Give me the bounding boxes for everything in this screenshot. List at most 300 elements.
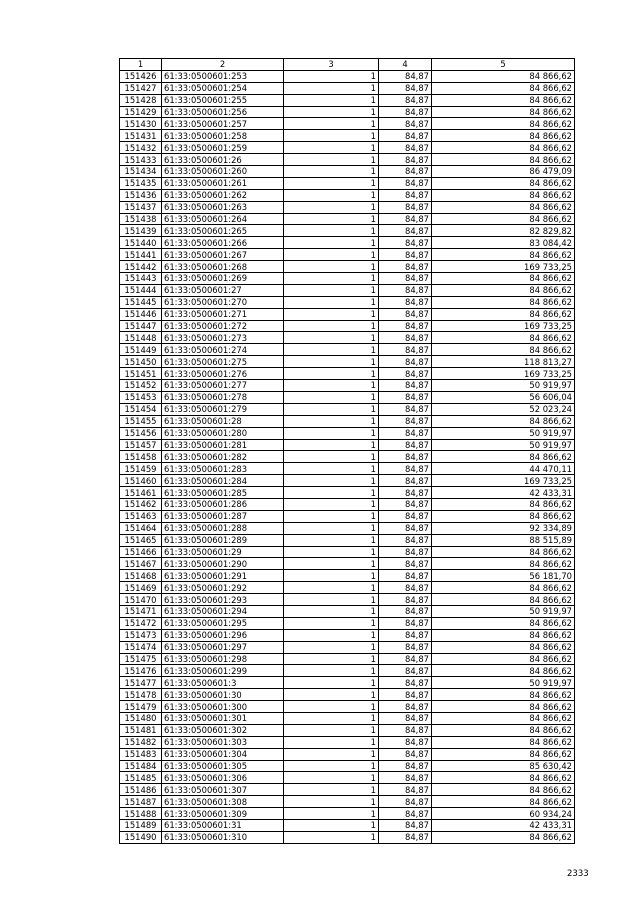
table-cell-col3: 1 bbox=[284, 546, 379, 558]
table-cell-col3: 1 bbox=[284, 534, 379, 546]
table-row bbox=[120, 296, 575, 308]
table-cell-col4: 84,87 bbox=[379, 605, 432, 617]
table-cell-col5: 44 470,11 bbox=[432, 463, 575, 475]
table-cell-col2: 61:33:0500601:271 bbox=[162, 308, 284, 320]
table-row bbox=[120, 487, 575, 499]
table-cell-col3: 1 bbox=[284, 237, 379, 249]
table-cell-col1: 151443 bbox=[120, 273, 162, 285]
table-cell-col5: 169 733,25 bbox=[432, 320, 575, 332]
table-cell-col1: 151458 bbox=[120, 451, 162, 463]
table-cell-col5: 88 515,89 bbox=[432, 534, 575, 546]
table-cell-col5: 84 866,62 bbox=[432, 332, 575, 344]
table-cell-col5: 84 866,62 bbox=[432, 665, 575, 677]
table-cell-col3: 1 bbox=[284, 570, 379, 582]
table-row bbox=[120, 154, 575, 166]
table-cell-col2: 61:33:0500601:259 bbox=[162, 142, 284, 154]
table-row bbox=[120, 356, 575, 368]
table-row bbox=[120, 451, 575, 463]
table-cell-col1: 151465 bbox=[120, 534, 162, 546]
table-cell-col1: 151464 bbox=[120, 522, 162, 534]
table-cell-col4: 84,87 bbox=[379, 439, 432, 451]
table-cell-col5: 85 630,42 bbox=[432, 760, 575, 772]
table-cell-col5: 84 866,62 bbox=[432, 130, 575, 142]
table-cell-col1: 151426 bbox=[120, 70, 162, 82]
table-cell-col4: 84,87 bbox=[379, 463, 432, 475]
table-cell-col2: 61:33:0500601:307 bbox=[162, 784, 284, 796]
table-cell-col4: 84,87 bbox=[379, 558, 432, 570]
table-row bbox=[120, 629, 575, 641]
table-cell-col3: 1 bbox=[284, 332, 379, 344]
table-cell-col3: 1 bbox=[284, 427, 379, 439]
table-row bbox=[120, 237, 575, 249]
table-cell-col5: 84 866,62 bbox=[432, 831, 575, 843]
table-row bbox=[120, 332, 575, 344]
table-cell-col5: 84 866,62 bbox=[432, 724, 575, 736]
table-cell-col4: 84,87 bbox=[379, 498, 432, 510]
table-row bbox=[120, 284, 575, 296]
table-cell-col1: 151483 bbox=[120, 748, 162, 760]
table-cell-col4: 84,87 bbox=[379, 177, 432, 189]
table-cell-col4: 84,87 bbox=[379, 808, 432, 820]
table-cell-col2: 61:33:0500601:272 bbox=[162, 320, 284, 332]
table-cell-col4: 84,87 bbox=[379, 582, 432, 594]
table-row bbox=[120, 522, 575, 534]
table-cell-col3: 1 bbox=[284, 403, 379, 415]
table-cell-col2: 61:33:0500601:265 bbox=[162, 225, 284, 237]
table-cell-col3: 1 bbox=[284, 736, 379, 748]
table-cell-col3: 1 bbox=[284, 415, 379, 427]
table-cell-col3: 1 bbox=[284, 130, 379, 142]
table-cell-col3: 1 bbox=[284, 629, 379, 641]
table-cell-col3: 1 bbox=[284, 712, 379, 724]
table-cell-col2: 61:33:0500601:310 bbox=[162, 831, 284, 843]
table-row bbox=[120, 653, 575, 665]
table-cell-col4: 84,87 bbox=[379, 189, 432, 201]
table-row bbox=[120, 213, 575, 225]
table-row bbox=[120, 594, 575, 606]
table-row bbox=[120, 380, 575, 392]
table-cell-col1: 151484 bbox=[120, 760, 162, 772]
table-cell-col4: 84,87 bbox=[379, 629, 432, 641]
table-row bbox=[120, 201, 575, 213]
table-cell-col2: 61:33:0500601:298 bbox=[162, 653, 284, 665]
table-row bbox=[120, 439, 575, 451]
table-cell-col2: 61:33:0500601:256 bbox=[162, 106, 284, 118]
table-row bbox=[120, 94, 575, 106]
table-cell-col4: 84,87 bbox=[379, 391, 432, 403]
table-cell-col2: 61:33:0500601:284 bbox=[162, 475, 284, 487]
table-cell-col4: 84,87 bbox=[379, 368, 432, 380]
table-cell-col1: 151455 bbox=[120, 415, 162, 427]
table-cell-col3: 1 bbox=[284, 82, 379, 94]
table-cell-col1: 151476 bbox=[120, 665, 162, 677]
table-cell-col4: 84,87 bbox=[379, 142, 432, 154]
table-cell-col2: 61:33:0500601:301 bbox=[162, 712, 284, 724]
table-cell-col2: 61:33:0500601:300 bbox=[162, 701, 284, 713]
table-cell-col1: 151462 bbox=[120, 498, 162, 510]
table-cell-col5: 50 919,97 bbox=[432, 427, 575, 439]
table-cell-col4: 84,87 bbox=[379, 724, 432, 736]
table-row bbox=[120, 831, 575, 843]
table-row bbox=[120, 748, 575, 760]
table-cell-col5: 84 866,62 bbox=[432, 617, 575, 629]
table-cell-col1: 151446 bbox=[120, 308, 162, 320]
table-cell-col3: 1 bbox=[284, 701, 379, 713]
table-cell-col1: 151485 bbox=[120, 772, 162, 784]
table-cell-col2: 61:33:0500601:293 bbox=[162, 594, 284, 606]
table-cell-col3: 1 bbox=[284, 498, 379, 510]
table-cell-col2: 61:33:0500601:287 bbox=[162, 510, 284, 522]
table-cell-col4: 84,87 bbox=[379, 677, 432, 689]
table-cell-col3: 1 bbox=[284, 689, 379, 701]
table-cell-col5: 84 866,62 bbox=[432, 118, 575, 130]
table-cell-col2: 61:33:0500601:275 bbox=[162, 356, 284, 368]
table-cell-col1: 151453 bbox=[120, 391, 162, 403]
table-cell-col3: 1 bbox=[284, 605, 379, 617]
table-row bbox=[120, 118, 575, 130]
table-cell-col4: 84,87 bbox=[379, 237, 432, 249]
table-cell-col2: 61:33:0500601:288 bbox=[162, 522, 284, 534]
table-row bbox=[120, 344, 575, 356]
table-cell-col5: 84 866,62 bbox=[432, 641, 575, 653]
table-row bbox=[120, 391, 575, 403]
table-cell-col1: 151435 bbox=[120, 177, 162, 189]
table-row bbox=[120, 427, 575, 439]
table-cell-col4: 84,87 bbox=[379, 570, 432, 582]
table-cell-col4: 84,87 bbox=[379, 225, 432, 237]
table-cell-col1: 151477 bbox=[120, 677, 162, 689]
table-cell-col1: 151440 bbox=[120, 237, 162, 249]
table-cell-col4: 84,87 bbox=[379, 427, 432, 439]
table-cell-col2: 61:33:0500601:30 bbox=[162, 689, 284, 701]
table-cell-col2: 61:33:0500601:290 bbox=[162, 558, 284, 570]
table-cell-col4: 84,87 bbox=[379, 415, 432, 427]
table-cell-col1: 151447 bbox=[120, 320, 162, 332]
column-header-4: 4 bbox=[379, 59, 432, 71]
table-cell-col5: 84 866,62 bbox=[432, 308, 575, 320]
table-cell-col4: 84,87 bbox=[379, 617, 432, 629]
table-cell-col5: 86 479,09 bbox=[432, 166, 575, 178]
table-cell-col4: 84,87 bbox=[379, 130, 432, 142]
table-row bbox=[120, 689, 575, 701]
table-row bbox=[120, 403, 575, 415]
table-cell-col2: 61:33:0500601:262 bbox=[162, 189, 284, 201]
table-cell-col1: 151445 bbox=[120, 296, 162, 308]
table-cell-col2: 61:33:0500601:28 bbox=[162, 415, 284, 427]
table-cell-col3: 1 bbox=[284, 273, 379, 285]
table-cell-col3: 1 bbox=[284, 617, 379, 629]
table-cell-col3: 1 bbox=[284, 201, 379, 213]
table-cell-col1: 151475 bbox=[120, 653, 162, 665]
table-cell-col2: 61:33:0500601:304 bbox=[162, 748, 284, 760]
table-cell-col1: 151451 bbox=[120, 368, 162, 380]
table-cell-col4: 84,87 bbox=[379, 689, 432, 701]
table-cell-col4: 84,87 bbox=[379, 403, 432, 415]
table-cell-col1: 151478 bbox=[120, 689, 162, 701]
table-cell-col1: 151467 bbox=[120, 558, 162, 570]
table-cell-col2: 61:33:0500601:306 bbox=[162, 772, 284, 784]
table-row bbox=[120, 772, 575, 784]
table-cell-col4: 84,87 bbox=[379, 594, 432, 606]
table-cell-col1: 151454 bbox=[120, 403, 162, 415]
table-cell-col5: 84 866,62 bbox=[432, 415, 575, 427]
table-cell-col4: 84,87 bbox=[379, 451, 432, 463]
table-cell-col2: 61:33:0500601:291 bbox=[162, 570, 284, 582]
table-cell-col4: 84,87 bbox=[379, 213, 432, 225]
column-header-1: 1 bbox=[120, 59, 162, 71]
table-cell-col1: 151437 bbox=[120, 201, 162, 213]
table-cell-col2: 61:33:0500601:260 bbox=[162, 166, 284, 178]
table-cell-col3: 1 bbox=[284, 344, 379, 356]
table-cell-col2: 61:33:0500601:27 bbox=[162, 284, 284, 296]
table-row bbox=[120, 582, 575, 594]
table-cell-col2: 61:33:0500601:266 bbox=[162, 237, 284, 249]
table-cell-col4: 84,87 bbox=[379, 546, 432, 558]
table-cell-col5: 50 919,97 bbox=[432, 605, 575, 617]
table-cell-col3: 1 bbox=[284, 522, 379, 534]
table-row bbox=[120, 106, 575, 118]
table-cell-col4: 84,87 bbox=[379, 106, 432, 118]
table-cell-col5: 83 084,42 bbox=[432, 237, 575, 249]
table-cell-col2: 61:33:0500601:285 bbox=[162, 487, 284, 499]
table-cell-col5: 84 866,62 bbox=[432, 451, 575, 463]
table-cell-col2: 61:33:0500601:294 bbox=[162, 605, 284, 617]
table-cell-col1: 151481 bbox=[120, 724, 162, 736]
header-row bbox=[120, 59, 575, 71]
table-cell-col5: 84 866,62 bbox=[432, 748, 575, 760]
table-row bbox=[120, 534, 575, 546]
table-cell-col5: 84 866,62 bbox=[432, 213, 575, 225]
table-cell-col2: 61:33:0500601:268 bbox=[162, 261, 284, 273]
table-cell-col1: 151432 bbox=[120, 142, 162, 154]
table-row bbox=[120, 665, 575, 677]
table-cell-col3: 1 bbox=[284, 391, 379, 403]
table-row bbox=[120, 510, 575, 522]
table-cell-col4: 84,87 bbox=[379, 308, 432, 320]
table-cell-col5: 84 866,62 bbox=[432, 582, 575, 594]
table-cell-col5: 84 866,62 bbox=[432, 498, 575, 510]
table-cell-col5: 60 934,24 bbox=[432, 808, 575, 820]
table-cell-col3: 1 bbox=[284, 249, 379, 261]
table-cell-col3: 1 bbox=[284, 106, 379, 118]
table-row bbox=[120, 641, 575, 653]
table-cell-col1: 151461 bbox=[120, 487, 162, 499]
table-cell-col5: 84 866,62 bbox=[432, 106, 575, 118]
table-cell-col1: 151466 bbox=[120, 546, 162, 558]
table-cell-col5: 84 866,62 bbox=[432, 70, 575, 82]
table-row bbox=[120, 724, 575, 736]
table-cell-col4: 84,87 bbox=[379, 487, 432, 499]
table-cell-col4: 84,87 bbox=[379, 380, 432, 392]
table-cell-col5: 169 733,25 bbox=[432, 475, 575, 487]
table-cell-col5: 84 866,62 bbox=[432, 82, 575, 94]
table-row bbox=[120, 70, 575, 82]
table-cell-col4: 84,87 bbox=[379, 296, 432, 308]
table-cell-col1: 151482 bbox=[120, 736, 162, 748]
table-cell-col2: 61:33:0500601:282 bbox=[162, 451, 284, 463]
table-cell-col4: 84,87 bbox=[379, 166, 432, 178]
table-cell-col1: 151472 bbox=[120, 617, 162, 629]
table-cell-col2: 61:33:0500601:278 bbox=[162, 391, 284, 403]
table-cell-col3: 1 bbox=[284, 641, 379, 653]
table-cell-col1: 151442 bbox=[120, 261, 162, 273]
table-cell-col5: 84 866,62 bbox=[432, 772, 575, 784]
table-cell-col5: 84 866,62 bbox=[432, 689, 575, 701]
table-cell-col4: 84,87 bbox=[379, 653, 432, 665]
table-cell-col5: 50 919,97 bbox=[432, 439, 575, 451]
table-cell-col1: 151486 bbox=[120, 784, 162, 796]
column-header-3: 3 bbox=[284, 59, 379, 71]
table-cell-col2: 61:33:0500601:258 bbox=[162, 130, 284, 142]
table-cell-col1: 151470 bbox=[120, 594, 162, 606]
table-cell-col1: 151463 bbox=[120, 510, 162, 522]
table-cell-col2: 61:33:0500601:257 bbox=[162, 118, 284, 130]
table-row bbox=[120, 820, 575, 832]
table-cell-col3: 1 bbox=[284, 118, 379, 130]
table-cell-col4: 84,87 bbox=[379, 249, 432, 261]
table-cell-col2: 61:33:0500601:299 bbox=[162, 665, 284, 677]
table-cell-col2: 61:33:0500601:281 bbox=[162, 439, 284, 451]
table-cell-col3: 1 bbox=[284, 796, 379, 808]
table-cell-col3: 1 bbox=[284, 320, 379, 332]
table-cell-col5: 82 829,82 bbox=[432, 225, 575, 237]
table-cell-col1: 151488 bbox=[120, 808, 162, 820]
table-cell-col1: 151441 bbox=[120, 249, 162, 261]
table-row bbox=[120, 463, 575, 475]
table-cell-col3: 1 bbox=[284, 475, 379, 487]
table-cell-col5: 84 866,62 bbox=[432, 510, 575, 522]
table-row bbox=[120, 558, 575, 570]
table-row bbox=[120, 605, 575, 617]
table-cell-col2: 61:33:0500601:296 bbox=[162, 629, 284, 641]
table-cell-col5: 56 606,04 bbox=[432, 391, 575, 403]
table-cell-col4: 84,87 bbox=[379, 118, 432, 130]
table-cell-col5: 84 866,62 bbox=[432, 712, 575, 724]
table-cell-col1: 151444 bbox=[120, 284, 162, 296]
table-cell-col4: 84,87 bbox=[379, 475, 432, 487]
table-cell-col5: 84 866,62 bbox=[432, 796, 575, 808]
table-cell-col5: 84 866,62 bbox=[432, 142, 575, 154]
table-cell-col3: 1 bbox=[284, 582, 379, 594]
table-cell-col3: 1 bbox=[284, 166, 379, 178]
table-cell-col2: 61:33:0500601:292 bbox=[162, 582, 284, 594]
table-row bbox=[120, 701, 575, 713]
table-cell-col2: 61:33:0500601:276 bbox=[162, 368, 284, 380]
table-cell-col2: 61:33:0500601:29 bbox=[162, 546, 284, 558]
table-cell-col1: 151429 bbox=[120, 106, 162, 118]
table-cell-col1: 151449 bbox=[120, 344, 162, 356]
table-cell-col2: 61:33:0500601:305 bbox=[162, 760, 284, 772]
table-row bbox=[120, 498, 575, 510]
table-cell-col5: 84 866,62 bbox=[432, 94, 575, 106]
table-cell-col2: 61:33:0500601:309 bbox=[162, 808, 284, 820]
table-cell-col4: 84,87 bbox=[379, 641, 432, 653]
table-cell-col4: 84,87 bbox=[379, 772, 432, 784]
table-cell-col4: 84,87 bbox=[379, 820, 432, 832]
table-cell-col5: 84 866,62 bbox=[432, 177, 575, 189]
table-cell-col4: 84,87 bbox=[379, 748, 432, 760]
table-row bbox=[120, 189, 575, 201]
table-cell-col5: 56 181,70 bbox=[432, 570, 575, 582]
table-cell-col5: 84 866,62 bbox=[432, 736, 575, 748]
table-cell-col4: 84,87 bbox=[379, 522, 432, 534]
table-cell-col4: 84,87 bbox=[379, 510, 432, 522]
table-cell-col3: 1 bbox=[284, 296, 379, 308]
table-cell-col4: 84,87 bbox=[379, 665, 432, 677]
table-cell-col1: 151428 bbox=[120, 94, 162, 106]
table-cell-col1: 151456 bbox=[120, 427, 162, 439]
table-cell-col2: 61:33:0500601:3 bbox=[162, 677, 284, 689]
table-cell-col1: 151460 bbox=[120, 475, 162, 487]
table-cell-col2: 61:33:0500601:302 bbox=[162, 724, 284, 736]
table-cell-col1: 151434 bbox=[120, 166, 162, 178]
table-cell-col2: 61:33:0500601:295 bbox=[162, 617, 284, 629]
table-row bbox=[120, 760, 575, 772]
table-row bbox=[120, 712, 575, 724]
table-cell-col2: 61:33:0500601:270 bbox=[162, 296, 284, 308]
table-cell-col3: 1 bbox=[284, 653, 379, 665]
table-cell-col3: 1 bbox=[284, 748, 379, 760]
table-cell-col4: 84,87 bbox=[379, 760, 432, 772]
table-cell-col2: 61:33:0500601:255 bbox=[162, 94, 284, 106]
table-cell-col1: 151479 bbox=[120, 701, 162, 713]
data-table bbox=[119, 58, 575, 844]
table-cell-col1: 151452 bbox=[120, 380, 162, 392]
table-cell-col3: 1 bbox=[284, 451, 379, 463]
table-cell-col5: 84 866,62 bbox=[432, 249, 575, 261]
table-row bbox=[120, 320, 575, 332]
table-cell-col3: 1 bbox=[284, 380, 379, 392]
table-cell-col3: 1 bbox=[284, 820, 379, 832]
table-cell-col1: 151480 bbox=[120, 712, 162, 724]
table-cell-col2: 61:33:0500601:280 bbox=[162, 427, 284, 439]
table-cell-col2: 61:33:0500601:289 bbox=[162, 534, 284, 546]
table-cell-col2: 61:33:0500601:279 bbox=[162, 403, 284, 415]
table-cell-col4: 84,87 bbox=[379, 94, 432, 106]
table-cell-col2: 61:33:0500601:297 bbox=[162, 641, 284, 653]
table-cell-col1: 151438 bbox=[120, 213, 162, 225]
table-cell-col3: 1 bbox=[284, 94, 379, 106]
table-cell-col4: 84,87 bbox=[379, 284, 432, 296]
table-cell-col1: 151450 bbox=[120, 356, 162, 368]
table-cell-col4: 84,87 bbox=[379, 784, 432, 796]
table-cell-col2: 61:33:0500601:286 bbox=[162, 498, 284, 510]
table-cell-col5: 84 866,62 bbox=[432, 558, 575, 570]
table-cell-col4: 84,87 bbox=[379, 201, 432, 213]
table-cell-col1: 151490 bbox=[120, 831, 162, 843]
table-cell-col3: 1 bbox=[284, 594, 379, 606]
table-row bbox=[120, 736, 575, 748]
table-cell-col2: 61:33:0500601:263 bbox=[162, 201, 284, 213]
table-cell-col2: 61:33:0500601:31 bbox=[162, 820, 284, 832]
table-cell-col2: 61:33:0500601:253 bbox=[162, 70, 284, 82]
table-cell-col2: 61:33:0500601:26 bbox=[162, 154, 284, 166]
table-cell-col3: 1 bbox=[284, 760, 379, 772]
table-cell-col2: 61:33:0500601:308 bbox=[162, 796, 284, 808]
table-row bbox=[120, 368, 575, 380]
table-cell-col5: 84 866,62 bbox=[432, 284, 575, 296]
table-cell-col3: 1 bbox=[284, 772, 379, 784]
table-cell-col1: 151473 bbox=[120, 629, 162, 641]
table-cell-col3: 1 bbox=[284, 213, 379, 225]
table-row bbox=[120, 415, 575, 427]
table-cell-col2: 61:33:0500601:283 bbox=[162, 463, 284, 475]
table-cell-col3: 1 bbox=[284, 308, 379, 320]
table-cell-col1: 151489 bbox=[120, 820, 162, 832]
table-cell-col5: 169 733,25 bbox=[432, 368, 575, 380]
table-cell-col4: 84,87 bbox=[379, 356, 432, 368]
table-row bbox=[120, 308, 575, 320]
